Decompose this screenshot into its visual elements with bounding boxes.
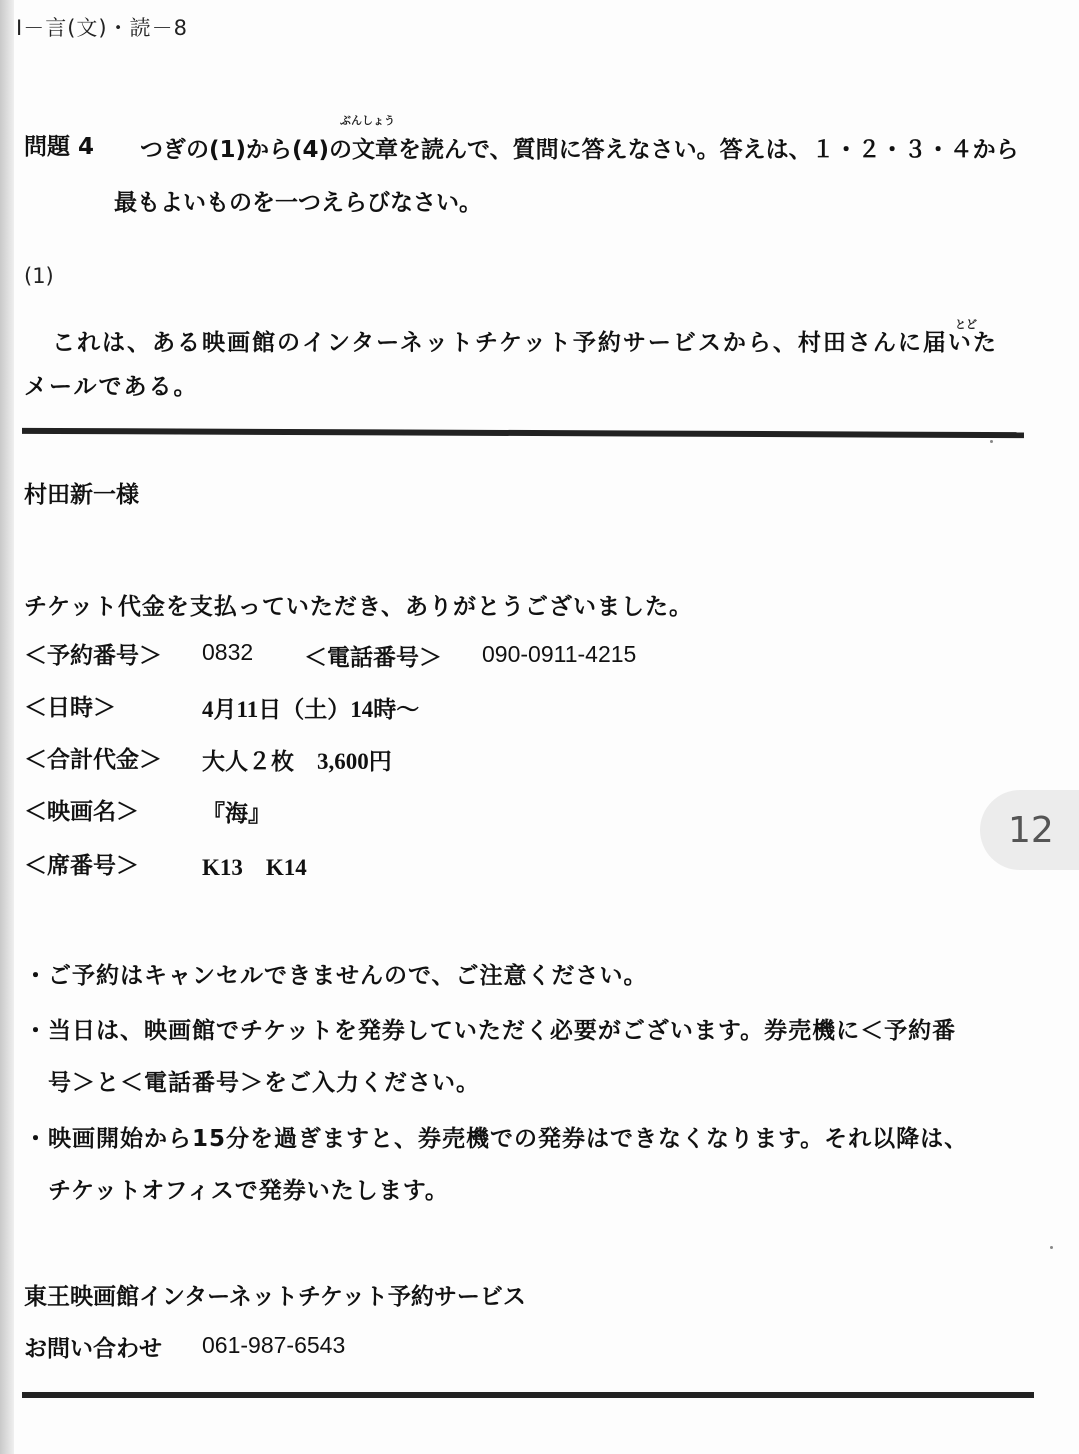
movie-title-value: 『海』: [202, 801, 271, 826]
contact-phone: 061-987-6543: [202, 1332, 346, 1358]
scan-speck: [1050, 1246, 1053, 1249]
note-late-arrival-line2: チケットオフィスで発券いたします。: [48, 1178, 449, 1204]
scan-speck: [990, 440, 993, 443]
reservation-number-value: 0832: [202, 639, 254, 665]
total-price-value: 大人２枚 3,600円: [202, 749, 392, 774]
seat-number-label: ＜席番号＞: [24, 853, 139, 879]
phone-number-label: ＜電話番号＞: [304, 645, 442, 671]
note-ticket-issue-line1: ・当日は、映画館でチケットを発券していただく必要がございます。券売機に＜予約番: [24, 1018, 957, 1044]
exam-section-code: Ⅰ－言(文)・読－8: [16, 16, 188, 40]
email-bottom-divider: [22, 1392, 1034, 1398]
movie-title-label: ＜映画名＞: [24, 799, 139, 825]
question-instruction-line2: 最もよいものを一つえらびなさい。: [114, 190, 482, 216]
email-top-divider: [22, 428, 1024, 438]
page-edge-shadow: [0, 0, 14, 1454]
email-sender: 東王映画館インターネットチケット予約サービス: [24, 1284, 526, 1310]
contact-label: お問い合わせ: [24, 1336, 162, 1362]
section-intro-line1: これは、ある映画館のインターネットチケット予約サービスから、村田さんに届いた: [52, 330, 998, 356]
email-thanks: チケット代金を支払っていただき、ありがとうございました。: [24, 594, 694, 620]
datetime-value: 4月11日（土）14時～: [202, 697, 420, 722]
section-intro-line2: メールである。: [24, 374, 199, 400]
furigana-bunsho: ぶんしょう: [340, 114, 395, 127]
datetime-label: ＜日時＞: [24, 695, 116, 721]
seat-number-value: K13 K14: [202, 855, 307, 880]
email-addressee: 村田新一様: [24, 482, 139, 508]
furigana-todo: とど: [955, 318, 977, 331]
phone-number-value: 090-0911-4215: [482, 641, 637, 667]
page-number-badge: 12: [980, 790, 1079, 870]
note-ticket-issue-line2: 号＞と＜電話番号＞をご入力ください。: [48, 1070, 480, 1096]
total-price-label: ＜合計代金＞: [24, 747, 162, 773]
question-number: 問題 4: [24, 134, 95, 160]
question-instruction-line1: つぎの(1)から(4)の文章を読んで、質問に答えなさい。答えは、１・２・３・４から: [140, 137, 1019, 163]
note-cancellation: ・ご予約はキャンセルできませんので、ご注意ください。: [24, 963, 648, 989]
note-late-arrival-line1: ・映画開始から15分を過ぎますと、券売機での発券はできなくなります。それ以降は、: [24, 1126, 969, 1152]
section-number: (1): [24, 264, 54, 288]
reservation-number-label: ＜予約番号＞: [24, 643, 162, 669]
